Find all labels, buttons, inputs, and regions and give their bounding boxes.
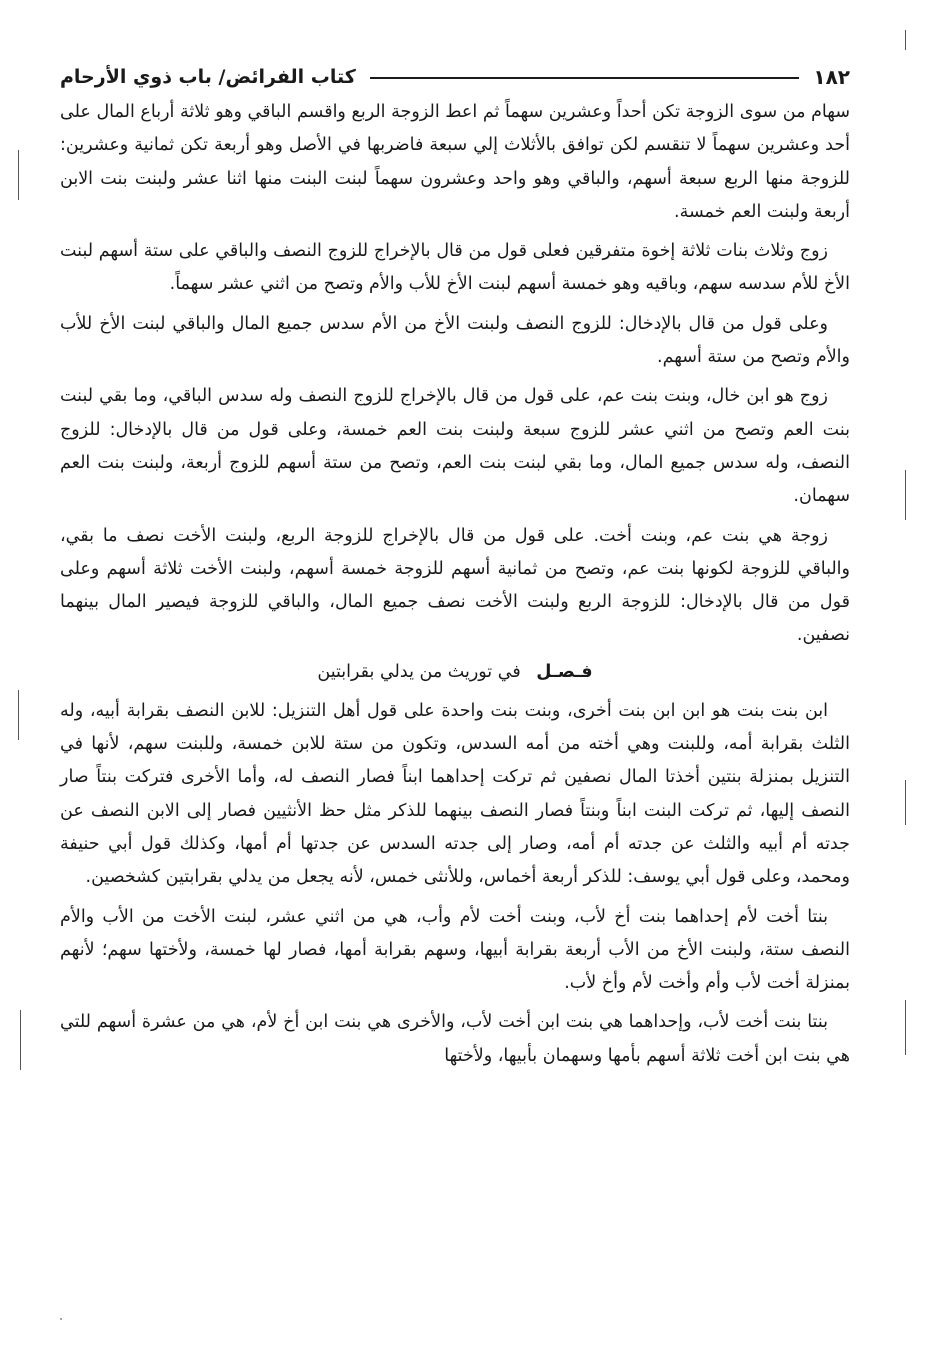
chapter-title: كتاب الفرائض/ باب ذوي الأرحام	[60, 66, 356, 88]
scan-margin-mark	[20, 1010, 21, 1070]
book-page	[60, 60, 850, 1073]
header-rule	[370, 77, 800, 79]
section-heading	[60, 655, 850, 689]
running-header	[60, 60, 850, 94]
scan-margin-mark	[18, 690, 19, 740]
section-title-text: في توريث من يدلي بقرابتين	[317, 661, 521, 682]
section-label: فـصـل	[536, 661, 593, 682]
paragraph: زوجة هي بنت عم، وبنت أخت. على قول من قال بالإخراج للزوجة الربع، ولبنت الأخت نصف ما بقي، والباقي للزوجة لكونها بنت عم، وتصح من ثمانية أسهم للزوجة خمسة أسهم، ولبنت الأخت ثلاثة أسهم وعلى قول من قال بالإدخال: للزوجة الربع ولبنت الأخت نصف جميع المال، والباقي للزوجة فيصير المال بينهما نصفين.	[60, 525, 850, 646]
paragraph: زوج وثلاث بنات ثلاثة إخوة متفرقين فعلى قول من قال بالإخراج للزوج النصف والباقي على ستة أسهم لبنت الأخ للأم سدسه سهم، وباقيه وهو خمسة أسهم لبنت الأخ للأب والأم وتصح من اثني عشر سهماً.	[60, 241, 850, 295]
paragraph: سهام من سوى الزوجة تكن أحداً وعشرين سهماً ثم اعط الزوجة الربع واقسم الباقي وهو ثلاثة أرباع المال على أحد وعشرين سهماً لا تنقسم لكن توافق بالأثلاث إلي سبعة فاضربها في الأصل وهو أربعة تكن ثمانية وعشرين: للزوجة منها الربع سبعة أسهم، والباقي وهو واحد وعشرون سهماً لبنت البنت منها اثنا عشر ولبنت بنت الابن أربعة ولبنت العم خمسة.	[60, 102, 850, 222]
scan-margin-mark	[905, 470, 906, 520]
paragraph: وعلى قول من قال بالإدخال: للزوج النصف ولبنت الأخ من الأم سدس جميع المال والباقي لبنت الأخ للأب والأم وتصح من ستة أسهم.	[60, 313, 850, 368]
scan-margin-mark	[18, 150, 19, 200]
page-number: ١٨٢	[813, 65, 850, 89]
paragraph: بنتا بنت أخت لأب، وإحداهما هي بنت ابن أخت لأب، والأخرى هي بنت ابن أخ لأم، هي من عشرة أسهم للتي هي بنت ابن أخت ثلاثة أسهم بأمها وسهمان بأبيها، ولأختها	[60, 1012, 850, 1066]
scan-margin-mark	[905, 1000, 906, 1055]
paragraph: بنتا أخت لأم إحداهما بنت أخ لأب، وبنت أخت لأم وأب، هي من اثني عشر، لبنت الأخت من الأب والأم النصف ستة، ولبنت الأخ من الأب أربعة بقرابة أبيها، وسهم بقرابة أمها، فصار لها خمسة، ولأختها سهم؛ لأنهم بمنزلة أخت لأب وأم وأخت لأم وأخ لأب.	[60, 906, 850, 994]
paragraph: ابن بنت بنت هو ابن ابن بنت أخرى، وبنت بنت واحدة على قول أهل التنزيل: للابن النصف بقرابة أبيه، وله الثلث بقرابة أمه، وللبنت وهي أخته من أمه السدس، وتكون من ستة للابن خمسة، وللبنت سهم، لأنها في التنزيل بمنزلة بنتين أخذتا المال نصفين ثم تركت إحداهما ابناً فصار النصف له، وأما الأخرى فتركت بنتاً صار النصف إليها، ثم تركت البنت ابناً وبنتاً فصار النصف بينهما للذكر مثل حظ الأنثيين فصار إلى الابن النصف عن جدته أم أبيه والثلث عن جدته أم أمه، وصار إلى جدته السدس عن جدتها أم أمها، وكذلك قول أبي حنيفة ومحمد، وعلى قول أبي يوسف: للذكر أربعة أخماس، وللأنثى خمس، لأنه يجعل من يدلي بقرابتين كشخصين.	[60, 700, 850, 888]
paragraph: زوج هو ابن خال، وبنت بنت عم، على قول من قال بالإخراج للزوج النصف وله سدس الباقي، وما بقي لبنت بنت العم وتصح من اثني عشر للزوج سبعة ولبنت بنت العم خمسة، وعلى قول من قال بالإدخال: للزوج النصف، وله سدس جميع المال، وما بقي لبنت بنت العم، وتصح من ستة أسهم للزوج أربعة، ولبنت بنت العم سهمان.	[60, 386, 850, 507]
scan-dust-dot	[60, 1318, 62, 1320]
scan-margin-mark	[905, 780, 906, 825]
scan-margin-mark	[905, 30, 906, 50]
